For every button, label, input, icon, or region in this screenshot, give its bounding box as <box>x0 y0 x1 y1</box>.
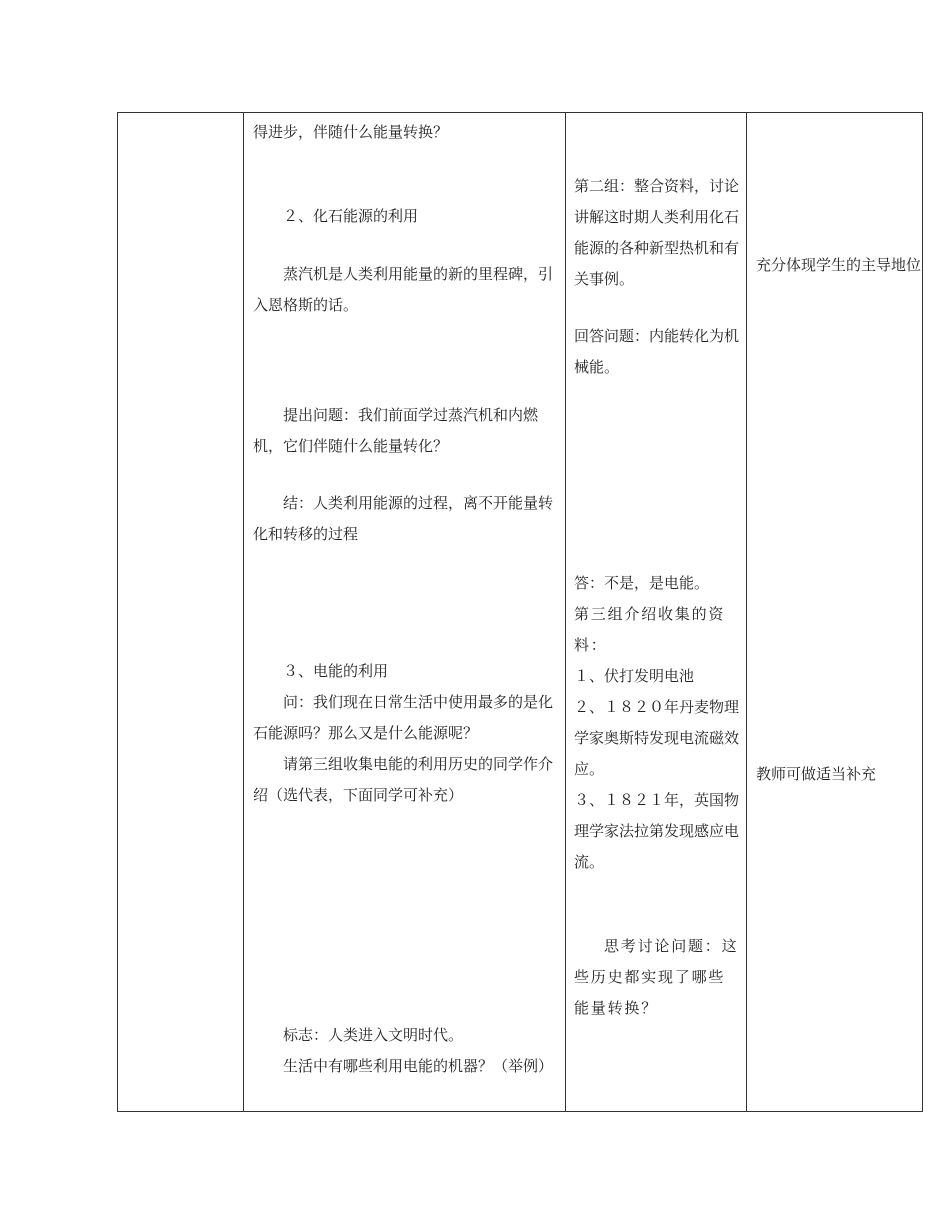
text-block: 充分体现学生的主导地位 <box>756 256 922 274</box>
text-block: 请第三组收集电能的利用历史的同学作介绍（选代表，下面同学可补充） <box>253 755 554 804</box>
section-heading: ３、电能的利用 <box>283 662 389 680</box>
text-block: 思考讨论问题：这些历史都实现了哪些能量转换？ <box>574 937 739 1017</box>
section-heading: ２、化石能源的利用 <box>283 207 419 225</box>
text-block: 生活中有哪些利用电能的机器？（举例） <box>283 1057 554 1075</box>
text-block: ２、１８２０年丹麦物理学家奥斯特发现电流磁效应。 <box>574 698 740 778</box>
text-block: 结：人类利用能源的过程，离不开能量转化和转移的过程 <box>253 494 554 543</box>
text-block: １、伏打发明电池 <box>574 667 695 685</box>
column-design-intent <box>747 113 922 1111</box>
text-block: 提出问题：我们前面学过蒸汽机和内燃机，它们伴随什么能量转化？ <box>253 406 539 455</box>
text-block: 答：不是，是电能。 <box>574 574 710 592</box>
text-block: ３、１８２１年，英国物理学家法拉第发现感应电流。 <box>574 791 740 871</box>
text-block: 标志：人类进入文明时代。 <box>283 1026 464 1044</box>
column-student-activity <box>566 113 747 1111</box>
lesson-table <box>117 112 923 1112</box>
text-block: 得进步，伴随什么能量转换？ <box>253 123 449 141</box>
text-block: 教师可做适当补充 <box>756 765 877 783</box>
text-block: 第二组：整合资料，讨论讲解这时期人类利用化石能源的各种新型热机和有关事例。 <box>574 177 740 288</box>
text-block: 蒸汽机是人类利用能量的新的里程碑，引入恩格斯的话。 <box>253 265 554 314</box>
text-block: 第三组介绍收集的资料： <box>574 605 726 654</box>
column-blank <box>118 113 244 1111</box>
text-block: 问：我们现在日常生活中使用最多的是化石能源吗？那么又是什么能源呢？ <box>253 693 554 742</box>
column-teacher-activity <box>244 113 566 1111</box>
text-block: 回答问题：内能转化为机械能。 <box>574 327 740 376</box>
